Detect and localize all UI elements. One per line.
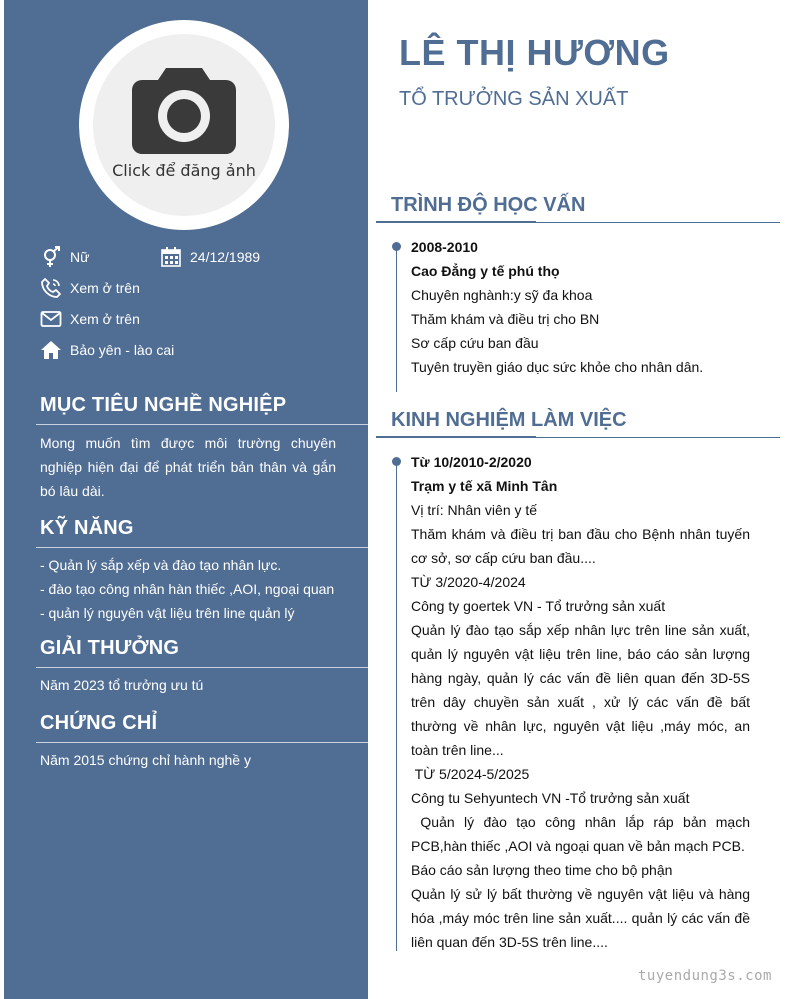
- education-block: [411, 235, 750, 379]
- experience-block: [411, 450, 754, 954]
- certs-heading: CHỨNG CHỈ: [40, 712, 158, 734]
- skill-item: - Quản lý sắp xếp và đào tạo nhân lực.: [40, 557, 282, 573]
- divider: [36, 667, 368, 668]
- avatar-placeholder[interactable]: [93, 34, 275, 216]
- calendar-icon: [160, 246, 182, 268]
- education-line: Sơ cấp cứu ban đầu: [411, 335, 539, 351]
- phone-value: Xem ở trên: [70, 280, 140, 296]
- experience-line: Công tu Sehyuntech VN -Tổ trưởng sản xuất: [411, 790, 690, 806]
- experience-line: Vị trí: Nhân viên y tế: [411, 502, 538, 518]
- skills-list: [40, 553, 360, 625]
- certs-text: Năm 2015 chứng chỉ hành nghề y: [40, 752, 251, 768]
- candidate-name: LÊ THỊ HƯƠNG: [399, 32, 670, 73]
- email-row: [40, 308, 140, 330]
- education-line: Thăm khám và điều trị cho BN: [411, 311, 600, 327]
- email-value: Xem ở trên: [70, 311, 140, 327]
- home-icon: [40, 339, 62, 361]
- education-heading: TRÌNH ĐỘ HỌC VẤN: [391, 194, 586, 216]
- phone-row: [40, 277, 140, 299]
- watermark: tuyendung3s.com: [638, 968, 772, 984]
- divider: [36, 547, 368, 548]
- experience-company: Trạm y tế xã Minh Tân: [411, 478, 558, 494]
- gender-icon: [40, 246, 62, 268]
- education-school: Cao Đẳng y tế phú thọ: [411, 263, 560, 279]
- experience-period: Từ 10/2010-2/2020: [411, 454, 532, 470]
- experience-line: TỪ 5/2024-5/2025: [411, 766, 530, 782]
- skill-item: - đào tạo công nhân hàn thiếc ,AOI, ngoại quan: [40, 581, 335, 597]
- birthday-row: [160, 246, 260, 268]
- divider: [36, 742, 368, 743]
- experience-line: Công ty goertek VN - Tổ trưởng sản xuất: [411, 598, 666, 614]
- candidate-title: TỔ TRƯỞNG SẢN XUẤT: [399, 88, 629, 110]
- avatar[interactable]: [79, 20, 289, 230]
- gender-value: Nữ: [70, 249, 90, 265]
- education-period: 2008-2010: [411, 239, 478, 255]
- section-underline-accent: [376, 436, 536, 438]
- address-value: Bảo yên - lào cai: [70, 342, 175, 358]
- email-icon: [40, 308, 62, 330]
- objective-heading: MỤC TIÊU NGHỀ NGHIỆP: [40, 394, 287, 416]
- skills-heading: KỸ NĂNG: [40, 517, 134, 539]
- gender-row: [40, 246, 89, 268]
- skill-item: - quản lý nguyên vật liệu trên line quản lý: [40, 605, 295, 621]
- education-line: Tuyên truyền giáo dục sức khỏe cho nhân dân.: [411, 359, 704, 375]
- birthday-value: 24/12/1989: [190, 249, 261, 265]
- experience-line: Quản lý đào tạo sắp xếp nhân lực trên line sản xuất, quản lý nguyên vật liệu trên line, báo cáo sản lượng hàng ngày, quản lý các vấn đề liên quan đến 3D-5S trên dây chuyền sản xuất , xử lý các vấn đề bất thường về nhân lực, nguyên vật liệu ,máy móc, an toàn trên line...: [411, 622, 750, 758]
- experience-line: Thăm khám và điều trị ban đầu cho Bệnh nhân tuyến cơ sở, sơ cấp cứu ban đầu....: [411, 526, 750, 566]
- timeline-dot: [392, 242, 401, 251]
- timeline-dot: [392, 457, 401, 466]
- timeline-line: [396, 461, 397, 951]
- awards-text: Năm 2023 tổ trưởng ưu tú: [40, 677, 204, 693]
- divider: [36, 424, 368, 425]
- timeline-line: [396, 246, 397, 392]
- awards-heading: GIẢI THƯỞNG: [40, 637, 180, 659]
- sidebar: [4, 0, 368, 999]
- experience-line: TỪ 3/2020-4/2024: [411, 574, 526, 590]
- camera-icon: [130, 62, 238, 154]
- education-line: Chuyên nghành:y sỹ đa khoa: [411, 287, 593, 303]
- experience-heading: KINH NGHIỆM LÀM VIỆC: [391, 409, 627, 431]
- experience-line: Báo cáo sản lượng theo time cho bộ phận: [411, 862, 673, 878]
- address-row: [40, 339, 174, 361]
- experience-line: Quản lý sử lý bất thường về nguyên vật liệu và hàng hóa ,máy móc trên line sản xuất.... quản lý các vấn đề liên quan đến 3D-5S trên line....: [411, 886, 750, 950]
- objective-text: Mong muốn tìm được môi trường chuyên nghiệp hiện đại để phát triển bản thân và gắn bó lâu dài.: [40, 435, 336, 499]
- phone-icon: [40, 277, 62, 299]
- experience-line: Quản lý đào tạo công nhân lắp ráp bản mạch PCB,hàn thiếc ,AOI và ngoại quan về bản mạch PCB.: [411, 814, 754, 854]
- section-underline-accent: [376, 221, 536, 223]
- avatar-caption[interactable]: Click để đăng ảnh: [112, 161, 256, 180]
